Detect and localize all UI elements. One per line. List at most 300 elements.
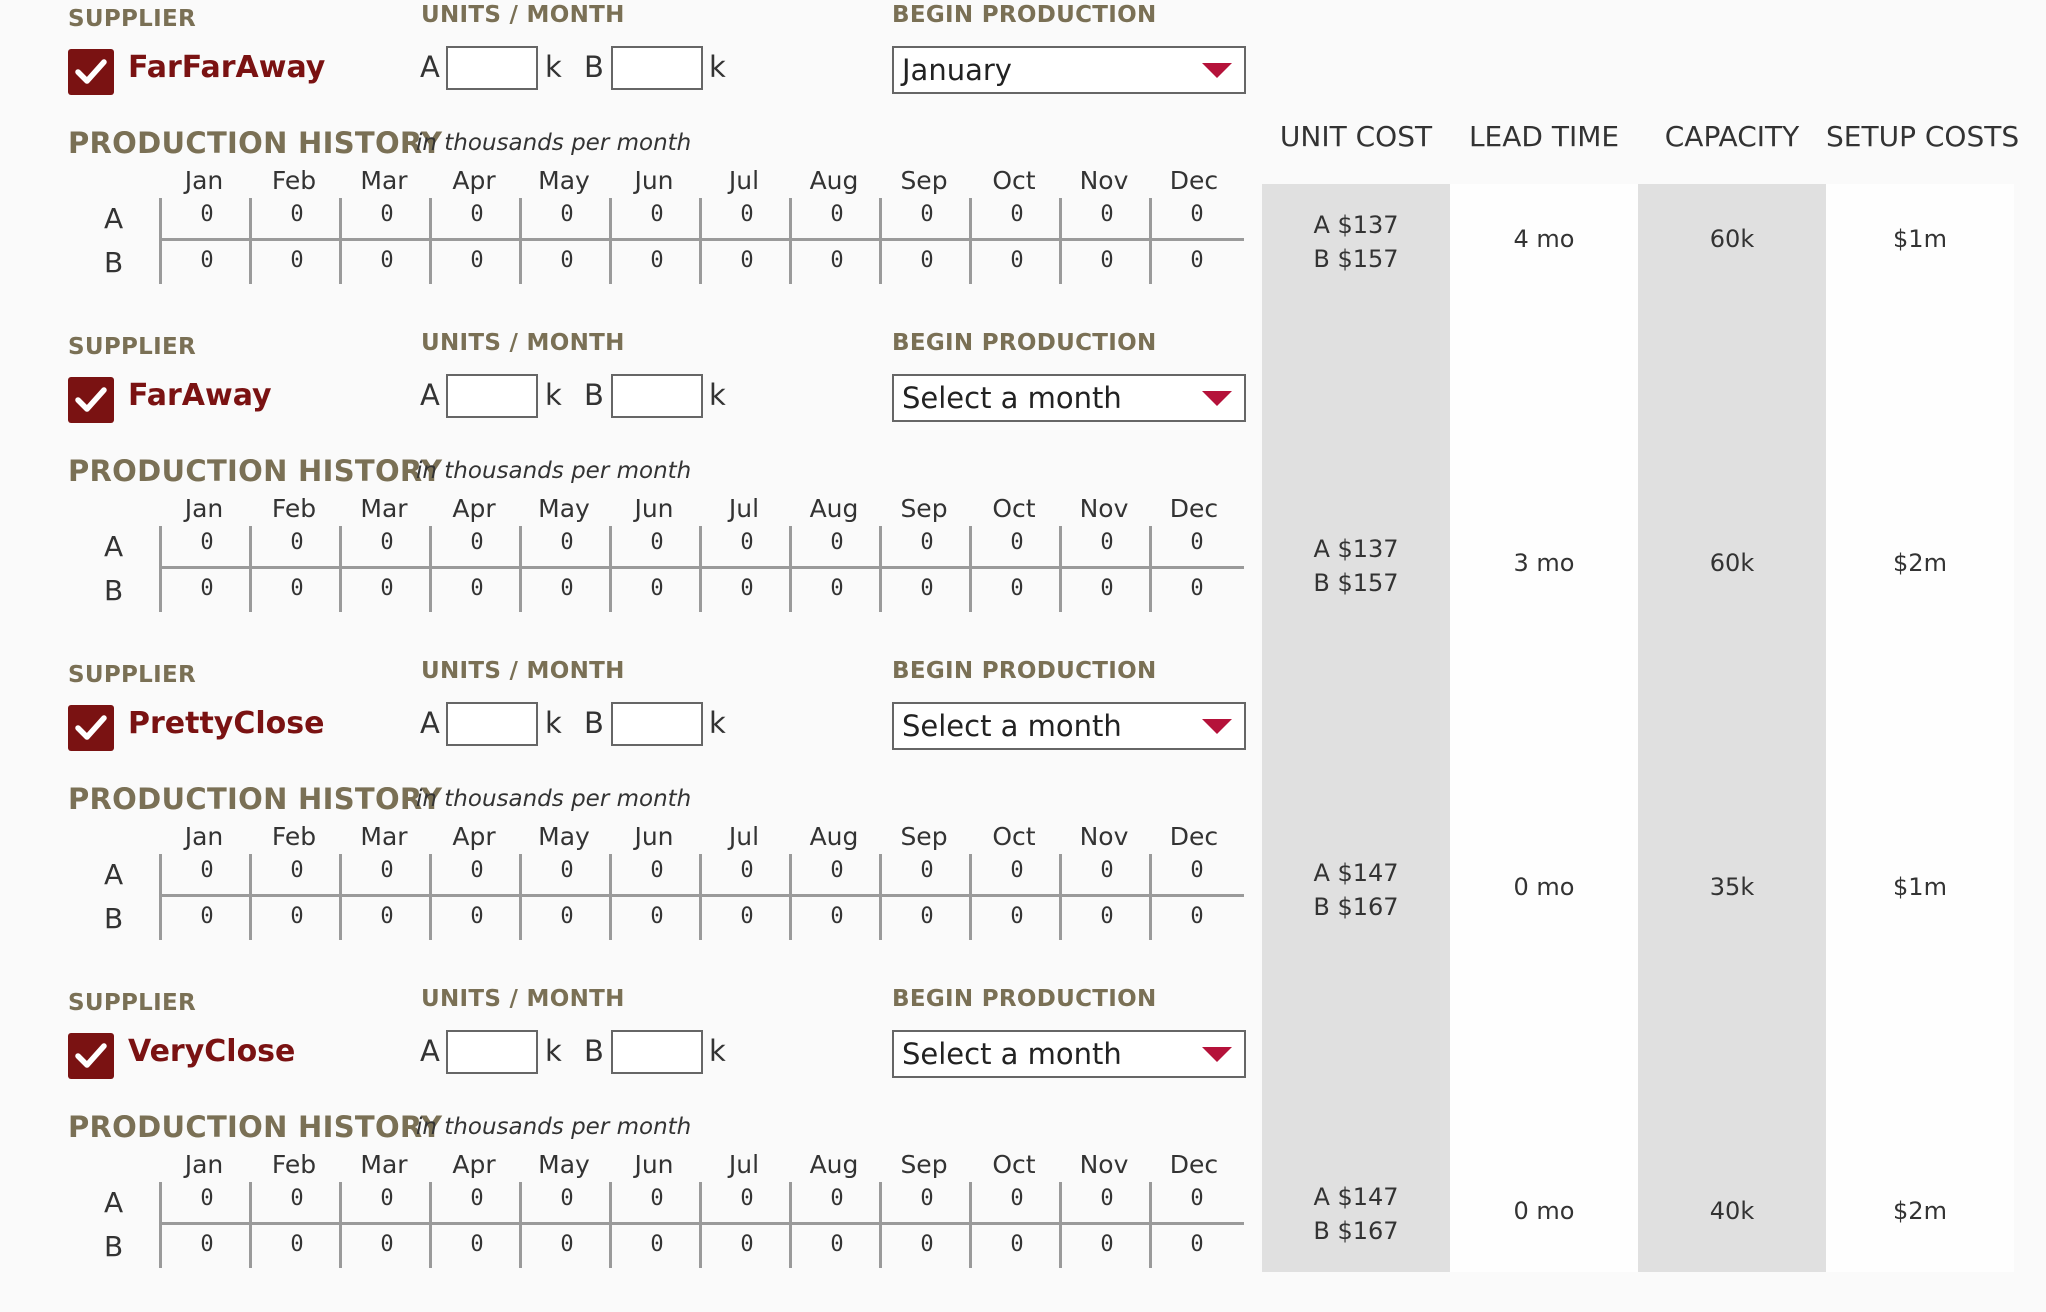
dropdown-arrow-icon bbox=[1202, 63, 1232, 79]
product-b-label: B bbox=[584, 50, 604, 84]
history-month-column bbox=[879, 818, 969, 940]
begin-month-select[interactable] bbox=[892, 702, 1246, 750]
column-divider bbox=[519, 198, 522, 284]
supplier-checkbox[interactable] bbox=[68, 377, 114, 423]
history-month-column bbox=[1059, 162, 1149, 284]
history-cell-b: 0 bbox=[1190, 248, 1204, 273]
history-cell-b: 0 bbox=[830, 248, 844, 273]
month-header: Jun bbox=[634, 166, 674, 195]
begin-production-label: BEGIN PRODUCTION bbox=[892, 2, 1157, 28]
supplier-name: FarFarAway bbox=[128, 50, 326, 85]
column-divider bbox=[969, 854, 972, 940]
month-header: Mar bbox=[360, 166, 408, 195]
column-divider bbox=[609, 854, 612, 940]
history-month-column bbox=[789, 818, 879, 940]
month-header: Sep bbox=[900, 494, 948, 523]
history-month-column bbox=[429, 1146, 519, 1268]
history-cell-a: 0 bbox=[830, 1186, 844, 1211]
checkmark-icon bbox=[75, 385, 107, 415]
product-b-label: B bbox=[584, 706, 604, 740]
history-month-column bbox=[429, 162, 519, 284]
month-header: Apr bbox=[452, 822, 496, 851]
units-a-suffix: k bbox=[545, 50, 562, 84]
units-a-suffix: k bbox=[545, 378, 562, 412]
lead-time-cell: 0 mo bbox=[1513, 1197, 1575, 1225]
units-month-label: UNITS / MONTH bbox=[421, 986, 625, 1012]
units-b-suffix: k bbox=[709, 706, 726, 740]
history-cell-b: 0 bbox=[740, 904, 754, 929]
unit-cost-a: A $147 bbox=[1313, 859, 1399, 887]
column-divider bbox=[1149, 854, 1152, 940]
product-a-label: A bbox=[420, 50, 440, 84]
history-cell-a: 0 bbox=[1100, 202, 1114, 227]
details-table-body bbox=[1262, 184, 2014, 1272]
history-month-column bbox=[609, 490, 699, 612]
month-header: Jul bbox=[728, 822, 760, 851]
history-cell-b: 0 bbox=[1100, 248, 1114, 273]
month-header: Apr bbox=[452, 494, 496, 523]
column-divider bbox=[879, 526, 882, 612]
month-header: Feb bbox=[271, 166, 317, 195]
column-divider bbox=[159, 198, 162, 284]
checkmark-icon bbox=[75, 57, 107, 87]
history-month-column bbox=[519, 818, 609, 940]
lead-time-cell: 4 mo bbox=[1513, 225, 1575, 253]
history-month-column bbox=[519, 1146, 609, 1268]
month-header: Nov bbox=[1079, 1150, 1129, 1179]
month-header: Aug bbox=[809, 1150, 859, 1179]
history-cell-b: 0 bbox=[920, 576, 934, 601]
history-cell-b: 0 bbox=[470, 904, 484, 929]
history-cell-a: 0 bbox=[1190, 858, 1204, 883]
unit-cost-column bbox=[1262, 184, 1450, 1272]
setup-cost-cell: $1m bbox=[1893, 225, 1947, 253]
history-month-column bbox=[1059, 490, 1149, 612]
history-cell-b: 0 bbox=[650, 248, 664, 273]
history-month-column bbox=[1059, 1146, 1149, 1268]
column-divider bbox=[789, 1182, 792, 1268]
production-history-label: PRODUCTION HISTORY bbox=[68, 782, 443, 816]
month-header: Dec bbox=[1169, 166, 1219, 195]
history-cell-a: 0 bbox=[1010, 202, 1024, 227]
history-month-column bbox=[339, 162, 429, 284]
history-cell-b: 0 bbox=[1100, 1232, 1114, 1257]
begin-month-select[interactable] bbox=[892, 46, 1246, 94]
history-cell-b: 0 bbox=[290, 1232, 304, 1257]
history-cell-a: 0 bbox=[200, 1186, 214, 1211]
history-cell-a: 0 bbox=[1190, 1186, 1204, 1211]
history-cell-a: 0 bbox=[650, 858, 664, 883]
supplier-label: SUPPLIER bbox=[68, 334, 196, 360]
production-history-label: PRODUCTION HISTORY bbox=[68, 454, 443, 488]
month-header: Oct bbox=[992, 166, 1036, 195]
history-month-column bbox=[879, 1146, 969, 1268]
supplier-block bbox=[0, 328, 1262, 656]
column-divider bbox=[789, 854, 792, 940]
setup-cost-cell: $1m bbox=[1893, 873, 1947, 901]
history-cell-b: 0 bbox=[1010, 904, 1024, 929]
history-cell-b: 0 bbox=[830, 904, 844, 929]
history-cell-a: 0 bbox=[920, 1186, 934, 1211]
column-divider bbox=[429, 1182, 432, 1268]
month-header: Jun bbox=[634, 822, 674, 851]
history-cell-a: 0 bbox=[560, 858, 574, 883]
production-history-table bbox=[159, 162, 1244, 284]
checkmark-icon bbox=[75, 1041, 107, 1071]
month-header: Jan bbox=[184, 494, 224, 523]
history-cell-b: 0 bbox=[560, 904, 574, 929]
history-month-column bbox=[609, 818, 699, 940]
column-divider bbox=[429, 198, 432, 284]
history-cell-a: 0 bbox=[830, 530, 844, 555]
history-cell-a: 0 bbox=[830, 202, 844, 227]
units-b-input[interactable] bbox=[611, 46, 703, 90]
history-cell-a: 0 bbox=[380, 530, 394, 555]
details-table-header bbox=[1262, 118, 2020, 178]
units-month-label: UNITS / MONTH bbox=[421, 2, 625, 28]
history-cell-a: 0 bbox=[560, 1186, 574, 1211]
month-header: Sep bbox=[900, 166, 948, 195]
history-cell-b: 0 bbox=[1190, 1232, 1204, 1257]
history-month-column bbox=[789, 162, 879, 284]
product-a-label: A bbox=[420, 706, 440, 740]
capacity-cell: 60k bbox=[1709, 225, 1755, 253]
unit-cost-header: UNIT COST bbox=[1279, 120, 1433, 153]
history-units-note: in thousands per month bbox=[416, 1114, 692, 1140]
history-month-column bbox=[1059, 818, 1149, 940]
unit-cost-cell bbox=[1262, 1180, 1450, 1248]
history-month-column bbox=[159, 490, 249, 612]
product-b-label: B bbox=[584, 1034, 604, 1068]
history-cell-b: 0 bbox=[920, 1232, 934, 1257]
history-cell-a: 0 bbox=[290, 202, 304, 227]
history-units-note: in thousands per month bbox=[416, 130, 692, 156]
begin-month-select[interactable] bbox=[892, 1030, 1246, 1078]
supplier-checkbox[interactable] bbox=[68, 705, 114, 751]
month-header: Oct bbox=[992, 1150, 1036, 1179]
units-a-suffix: k bbox=[545, 1034, 562, 1068]
history-cell-a: 0 bbox=[470, 202, 484, 227]
production-history-table bbox=[159, 818, 1244, 940]
column-divider bbox=[339, 526, 342, 612]
month-header: Jan bbox=[184, 166, 224, 195]
history-month-column bbox=[249, 818, 339, 940]
history-month-column bbox=[969, 1146, 1059, 1268]
history-cell-b: 0 bbox=[920, 904, 934, 929]
column-divider bbox=[429, 526, 432, 612]
history-month-column bbox=[609, 162, 699, 284]
month-header: Oct bbox=[992, 822, 1036, 851]
month-header: Feb bbox=[271, 494, 317, 523]
column-divider bbox=[609, 526, 612, 612]
column-divider bbox=[1059, 526, 1062, 612]
checkmark-icon bbox=[75, 713, 107, 743]
production-history-table bbox=[159, 490, 1244, 612]
units-month-label: UNITS / MONTH bbox=[421, 330, 625, 356]
setup-costs-header: SETUP COSTS bbox=[1826, 120, 2020, 153]
column-divider bbox=[519, 854, 522, 940]
history-month-column bbox=[339, 1146, 429, 1268]
history-cell-b: 0 bbox=[200, 1232, 214, 1257]
month-header: Jan bbox=[184, 822, 224, 851]
month-header: May bbox=[538, 494, 590, 523]
history-cell-a: 0 bbox=[560, 530, 574, 555]
column-divider bbox=[969, 1182, 972, 1268]
history-month-column bbox=[519, 162, 609, 284]
history-cell-a: 0 bbox=[650, 530, 664, 555]
units-a-suffix: k bbox=[545, 706, 562, 740]
month-header: Feb bbox=[271, 1150, 317, 1179]
history-cell-b: 0 bbox=[1100, 904, 1114, 929]
unit-cost-a: A $137 bbox=[1313, 535, 1399, 563]
history-row-b-label: B bbox=[104, 246, 124, 279]
unit-cost-cell bbox=[1262, 532, 1450, 600]
history-cell-b: 0 bbox=[560, 576, 574, 601]
history-month-column bbox=[699, 1146, 789, 1268]
units-a-input[interactable] bbox=[446, 702, 538, 746]
history-cell-a: 0 bbox=[1100, 1186, 1114, 1211]
history-cell-a: 0 bbox=[290, 530, 304, 555]
history-cell-a: 0 bbox=[560, 202, 574, 227]
column-divider bbox=[429, 854, 432, 940]
unit-cost-b: B $167 bbox=[1313, 893, 1399, 921]
history-cell-b: 0 bbox=[200, 248, 214, 273]
units-a-input[interactable] bbox=[446, 46, 538, 90]
history-cell-a: 0 bbox=[830, 858, 844, 883]
month-header: Sep bbox=[900, 1150, 948, 1179]
units-b-input[interactable] bbox=[611, 702, 703, 746]
history-cell-b: 0 bbox=[200, 576, 214, 601]
column-divider bbox=[879, 1182, 882, 1268]
capacity-column bbox=[1638, 184, 1826, 1272]
lead-time-cell: 3 mo bbox=[1513, 549, 1575, 577]
history-row-a-label: A bbox=[104, 202, 124, 235]
setup-cost-cell: $2m bbox=[1893, 1197, 1947, 1225]
column-divider bbox=[699, 198, 702, 284]
history-cell-a: 0 bbox=[1010, 1186, 1024, 1211]
supplier-block bbox=[0, 0, 1262, 328]
capacity-cell: 40k bbox=[1709, 1197, 1755, 1225]
history-row-a-label: A bbox=[104, 858, 124, 891]
column-divider bbox=[519, 526, 522, 612]
dropdown-arrow-icon bbox=[1202, 719, 1232, 735]
history-cell-b: 0 bbox=[470, 248, 484, 273]
lead-time-header: LEAD TIME bbox=[1468, 120, 1620, 153]
history-month-column bbox=[1149, 162, 1239, 284]
month-header: Nov bbox=[1079, 494, 1129, 523]
production-history-table bbox=[159, 1146, 1244, 1268]
units-b-suffix: k bbox=[709, 50, 726, 84]
history-cell-b: 0 bbox=[740, 1232, 754, 1257]
lead-time-cell: 0 mo bbox=[1513, 873, 1575, 901]
begin-production-label: BEGIN PRODUCTION bbox=[892, 330, 1157, 356]
month-header: Apr bbox=[452, 166, 496, 195]
history-month-column bbox=[519, 490, 609, 612]
history-cell-b: 0 bbox=[380, 1232, 394, 1257]
history-cell-b: 0 bbox=[560, 248, 574, 273]
units-b-input[interactable] bbox=[611, 1030, 703, 1074]
month-header: Jun bbox=[634, 1150, 674, 1179]
supplier-name: FarAway bbox=[128, 378, 272, 413]
history-month-column bbox=[429, 818, 519, 940]
column-divider bbox=[1059, 1182, 1062, 1268]
product-a-label: A bbox=[420, 1034, 440, 1068]
month-header: Feb bbox=[271, 822, 317, 851]
column-divider bbox=[159, 854, 162, 940]
history-month-column bbox=[1149, 818, 1239, 940]
month-header: Dec bbox=[1169, 494, 1219, 523]
column-divider bbox=[1149, 526, 1152, 612]
history-cell-a: 0 bbox=[1010, 530, 1024, 555]
column-divider bbox=[159, 1182, 162, 1268]
history-cell-b: 0 bbox=[740, 248, 754, 273]
column-divider bbox=[339, 1182, 342, 1268]
history-cell-a: 0 bbox=[380, 858, 394, 883]
history-month-column bbox=[159, 162, 249, 284]
history-month-column bbox=[429, 490, 519, 612]
history-month-column bbox=[969, 818, 1059, 940]
column-divider bbox=[699, 526, 702, 612]
history-cell-b: 0 bbox=[650, 1232, 664, 1257]
column-divider bbox=[1059, 198, 1062, 284]
history-cell-a: 0 bbox=[920, 530, 934, 555]
units-month-label: UNITS / MONTH bbox=[421, 658, 625, 684]
history-cell-b: 0 bbox=[740, 576, 754, 601]
history-row-b-label: B bbox=[104, 1230, 124, 1263]
history-cell-b: 0 bbox=[380, 248, 394, 273]
history-month-column bbox=[789, 1146, 879, 1268]
history-cell-b: 0 bbox=[1100, 576, 1114, 601]
units-a-input[interactable] bbox=[446, 1030, 538, 1074]
capacity-cell: 60k bbox=[1709, 549, 1755, 577]
history-month-column bbox=[609, 1146, 699, 1268]
history-cell-a: 0 bbox=[200, 202, 214, 227]
column-divider bbox=[249, 1182, 252, 1268]
month-header: Jun bbox=[634, 494, 674, 523]
history-row-b-label: B bbox=[104, 574, 124, 607]
month-header: Dec bbox=[1169, 822, 1219, 851]
history-month-column bbox=[699, 490, 789, 612]
history-cell-a: 0 bbox=[290, 1186, 304, 1211]
column-divider bbox=[609, 1182, 612, 1268]
history-cell-b: 0 bbox=[1190, 904, 1204, 929]
begin-production-label: BEGIN PRODUCTION bbox=[892, 658, 1157, 684]
history-cell-a: 0 bbox=[380, 1186, 394, 1211]
month-header: May bbox=[538, 1150, 590, 1179]
capacity-cell: 35k bbox=[1709, 873, 1755, 901]
supplier-checkbox[interactable] bbox=[68, 49, 114, 95]
month-header: Aug bbox=[809, 822, 859, 851]
history-month-column bbox=[879, 490, 969, 612]
begin-month-select[interactable] bbox=[892, 374, 1246, 422]
dropdown-arrow-icon bbox=[1202, 391, 1232, 407]
history-month-column bbox=[969, 162, 1059, 284]
column-divider bbox=[789, 526, 792, 612]
history-cell-a: 0 bbox=[470, 1186, 484, 1211]
history-month-column bbox=[1149, 490, 1239, 612]
month-header: May bbox=[538, 822, 590, 851]
history-cell-b: 0 bbox=[1190, 576, 1204, 601]
begin-month-value: January bbox=[902, 53, 1012, 87]
units-b-input[interactable] bbox=[611, 374, 703, 418]
unit-cost-cell bbox=[1262, 856, 1450, 924]
column-divider bbox=[249, 526, 252, 612]
supplier-block bbox=[0, 656, 1262, 984]
column-divider bbox=[969, 526, 972, 612]
month-header: Mar bbox=[360, 494, 408, 523]
month-header: Mar bbox=[360, 1150, 408, 1179]
dropdown-arrow-icon bbox=[1202, 1047, 1232, 1063]
unit-cost-a: A $137 bbox=[1313, 211, 1399, 239]
history-cell-b: 0 bbox=[1010, 1232, 1024, 1257]
month-header: Dec bbox=[1169, 1150, 1219, 1179]
unit-cost-b: B $167 bbox=[1313, 1217, 1399, 1245]
column-divider bbox=[879, 854, 882, 940]
history-row-a-label: A bbox=[104, 1186, 124, 1219]
history-cell-a: 0 bbox=[1100, 530, 1114, 555]
column-divider bbox=[609, 198, 612, 284]
history-month-column bbox=[159, 1146, 249, 1268]
history-month-column bbox=[699, 162, 789, 284]
month-header: May bbox=[538, 166, 590, 195]
setup-cost-cell: $2m bbox=[1893, 549, 1947, 577]
history-month-column bbox=[339, 490, 429, 612]
units-a-input[interactable] bbox=[446, 374, 538, 418]
history-cell-a: 0 bbox=[470, 530, 484, 555]
setup-costs-column bbox=[1826, 184, 2014, 1272]
history-cell-b: 0 bbox=[830, 576, 844, 601]
history-cell-b: 0 bbox=[560, 1232, 574, 1257]
begin-month-value: Select a month bbox=[902, 709, 1122, 743]
history-cell-a: 0 bbox=[740, 1186, 754, 1211]
history-cell-a: 0 bbox=[470, 858, 484, 883]
capacity-header: CAPACITY bbox=[1664, 120, 1800, 153]
history-cell-b: 0 bbox=[650, 576, 664, 601]
history-cell-a: 0 bbox=[650, 202, 664, 227]
unit-cost-b: B $157 bbox=[1313, 245, 1399, 273]
month-header: Aug bbox=[809, 166, 859, 195]
begin-production-label: BEGIN PRODUCTION bbox=[892, 986, 1157, 1012]
supplier-name: VeryClose bbox=[128, 1034, 296, 1069]
month-header: Aug bbox=[809, 494, 859, 523]
month-header: Oct bbox=[992, 494, 1036, 523]
history-cell-b: 0 bbox=[290, 904, 304, 929]
month-header: Apr bbox=[452, 1150, 496, 1179]
history-cell-a: 0 bbox=[290, 858, 304, 883]
history-cell-a: 0 bbox=[650, 1186, 664, 1211]
history-units-note: in thousands per month bbox=[416, 786, 692, 812]
unit-cost-b: B $157 bbox=[1313, 569, 1399, 597]
history-cell-a: 0 bbox=[200, 530, 214, 555]
unit-cost-cell bbox=[1262, 208, 1450, 276]
history-cell-a: 0 bbox=[1100, 858, 1114, 883]
column-divider bbox=[159, 526, 162, 612]
history-row-b-label: B bbox=[104, 902, 124, 935]
history-month-column bbox=[969, 490, 1059, 612]
history-cell-b: 0 bbox=[380, 576, 394, 601]
column-divider bbox=[1149, 198, 1152, 284]
supplier-name: PrettyClose bbox=[128, 706, 325, 741]
history-units-note: in thousands per month bbox=[416, 458, 692, 484]
history-month-column bbox=[789, 490, 879, 612]
product-a-label: A bbox=[420, 378, 440, 412]
supplier-label: SUPPLIER bbox=[68, 990, 196, 1016]
units-b-suffix: k bbox=[709, 1034, 726, 1068]
column-divider bbox=[339, 198, 342, 284]
column-divider bbox=[699, 854, 702, 940]
supplier-checkbox[interactable] bbox=[68, 1033, 114, 1079]
supplier-label: SUPPLIER bbox=[68, 662, 196, 688]
